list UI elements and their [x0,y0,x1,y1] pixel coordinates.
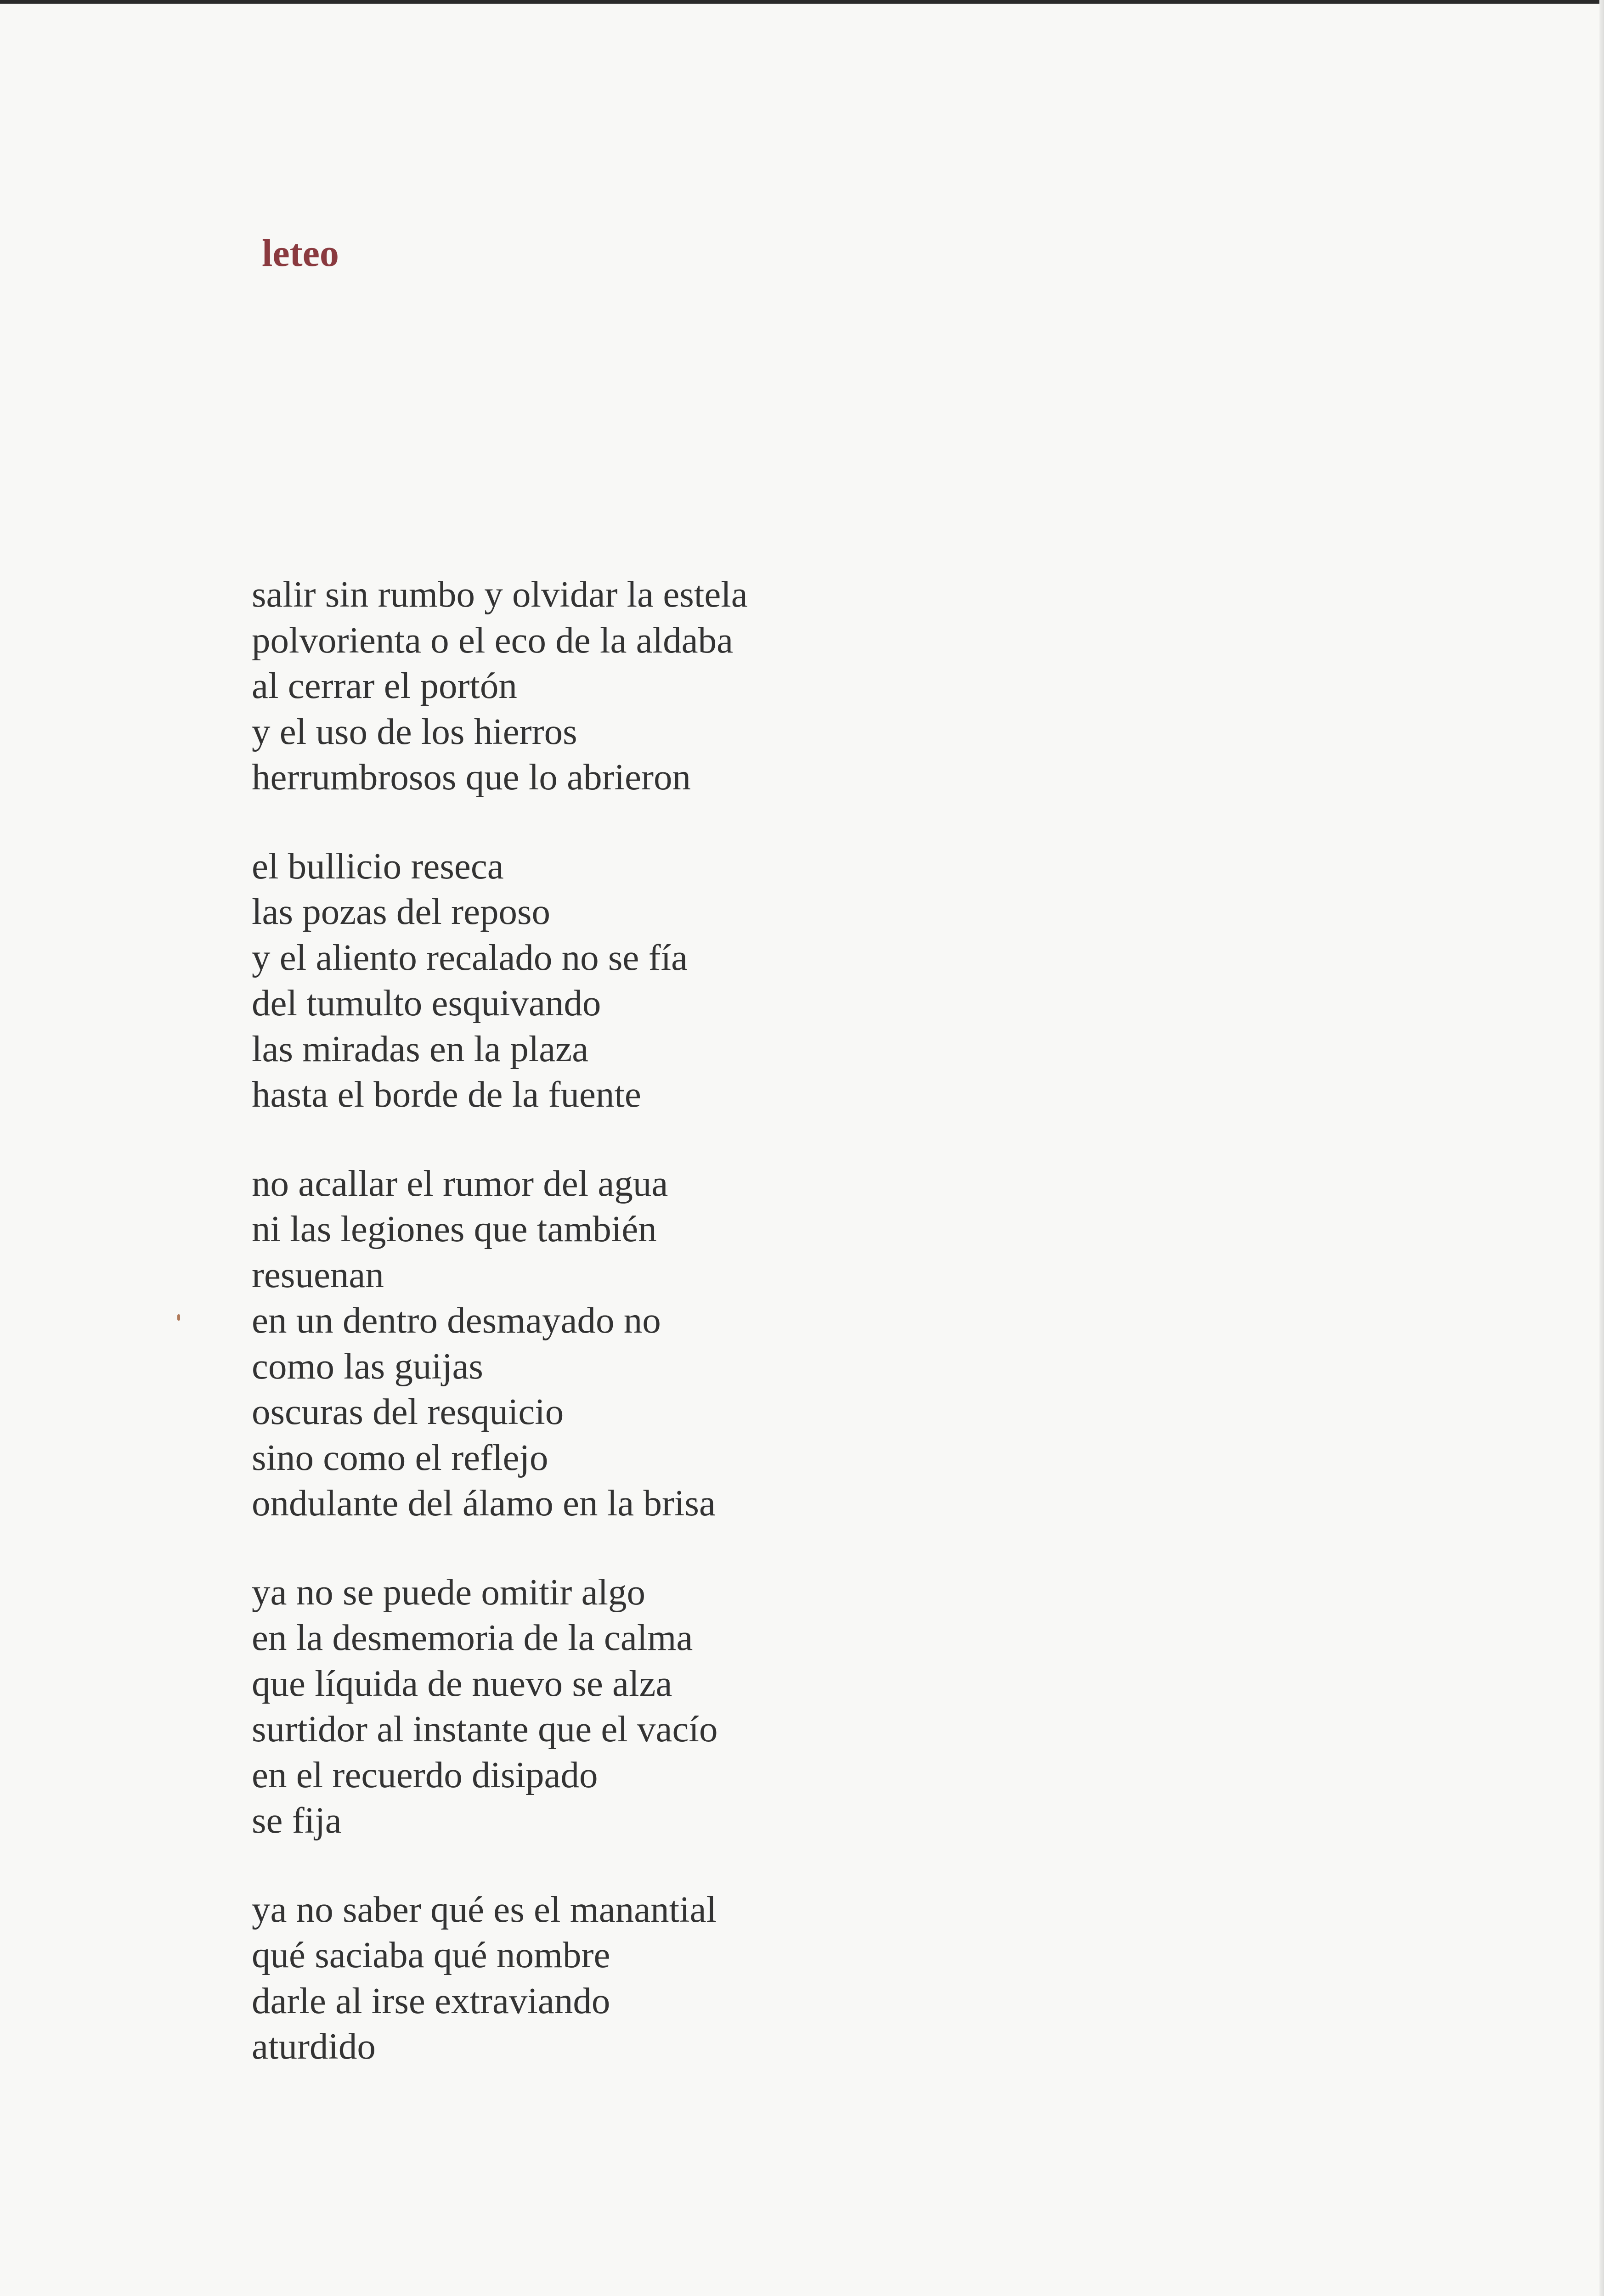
poem-line: salir sin rumbo y olvidar la estela [252,574,748,615]
poem-line: resuenan [252,1254,384,1295]
poem-line: y el aliento recalado no se fía [252,936,688,978]
poem-line: ya no saber qué es el manantial [252,1888,717,1930]
poem-line: no acallar el rumor del agua [252,1162,668,1204]
poem-line: ya no se puede omitir algo [252,1571,646,1613]
poem-line: herrumbrosos que lo abrieron [252,756,691,798]
poem-line: surtidor al instante que el vacío [252,1708,718,1750]
poem-line: que líquida de nuevo se alza [252,1662,672,1704]
poem-line: como las guijas [252,1345,483,1387]
poem-line: aturdido [252,2026,376,2067]
poem-line: del tumulto esquivando [252,982,601,1024]
stanza-5 [252,1887,1079,2070]
poem-line: ni las legiones que también [252,1208,657,1249]
poem-body [252,572,1079,2113]
poem-line: en el recuerdo disipado [252,1754,598,1795]
poem-line: y el uso de los hierros [252,710,577,752]
poem-title: leteo [262,232,339,275]
stanza-1 [252,572,1079,800]
paper-speck [177,1314,180,1321]
poem-line: oscuras del resquicio [252,1391,564,1432]
stanza-4 [252,1570,1079,1844]
page-top-edge [0,0,1604,4]
poem-line: qué saciaba qué nombre [252,1934,610,1975]
poem-line: las pozas del reposo [252,891,551,932]
poem-line: polvorienta o el eco de la aldaba [252,619,734,661]
poem-line: darle al irse extraviando [252,1980,610,2021]
poem-line: en la desmemoria de la calma [252,1617,693,1658]
poem-line: se fija [252,1800,342,1841]
poem-line: el bullicio reseca [252,845,504,887]
poem-line: al cerrar el portón [252,665,517,706]
poem-line: en un dentro desmayado no [252,1300,661,1341]
poem-line: sino como el reflejo [252,1436,548,1478]
poem-line: hasta el borde de la fuente [252,1074,641,1115]
poem-line: las miradas en la plaza [252,1028,589,1069]
stanza-3 [252,1161,1079,1526]
page-right-edge [1599,0,1604,2296]
poem-line: ondulante del álamo en la brisa [252,1482,716,1524]
stanza-2 [252,844,1079,1118]
